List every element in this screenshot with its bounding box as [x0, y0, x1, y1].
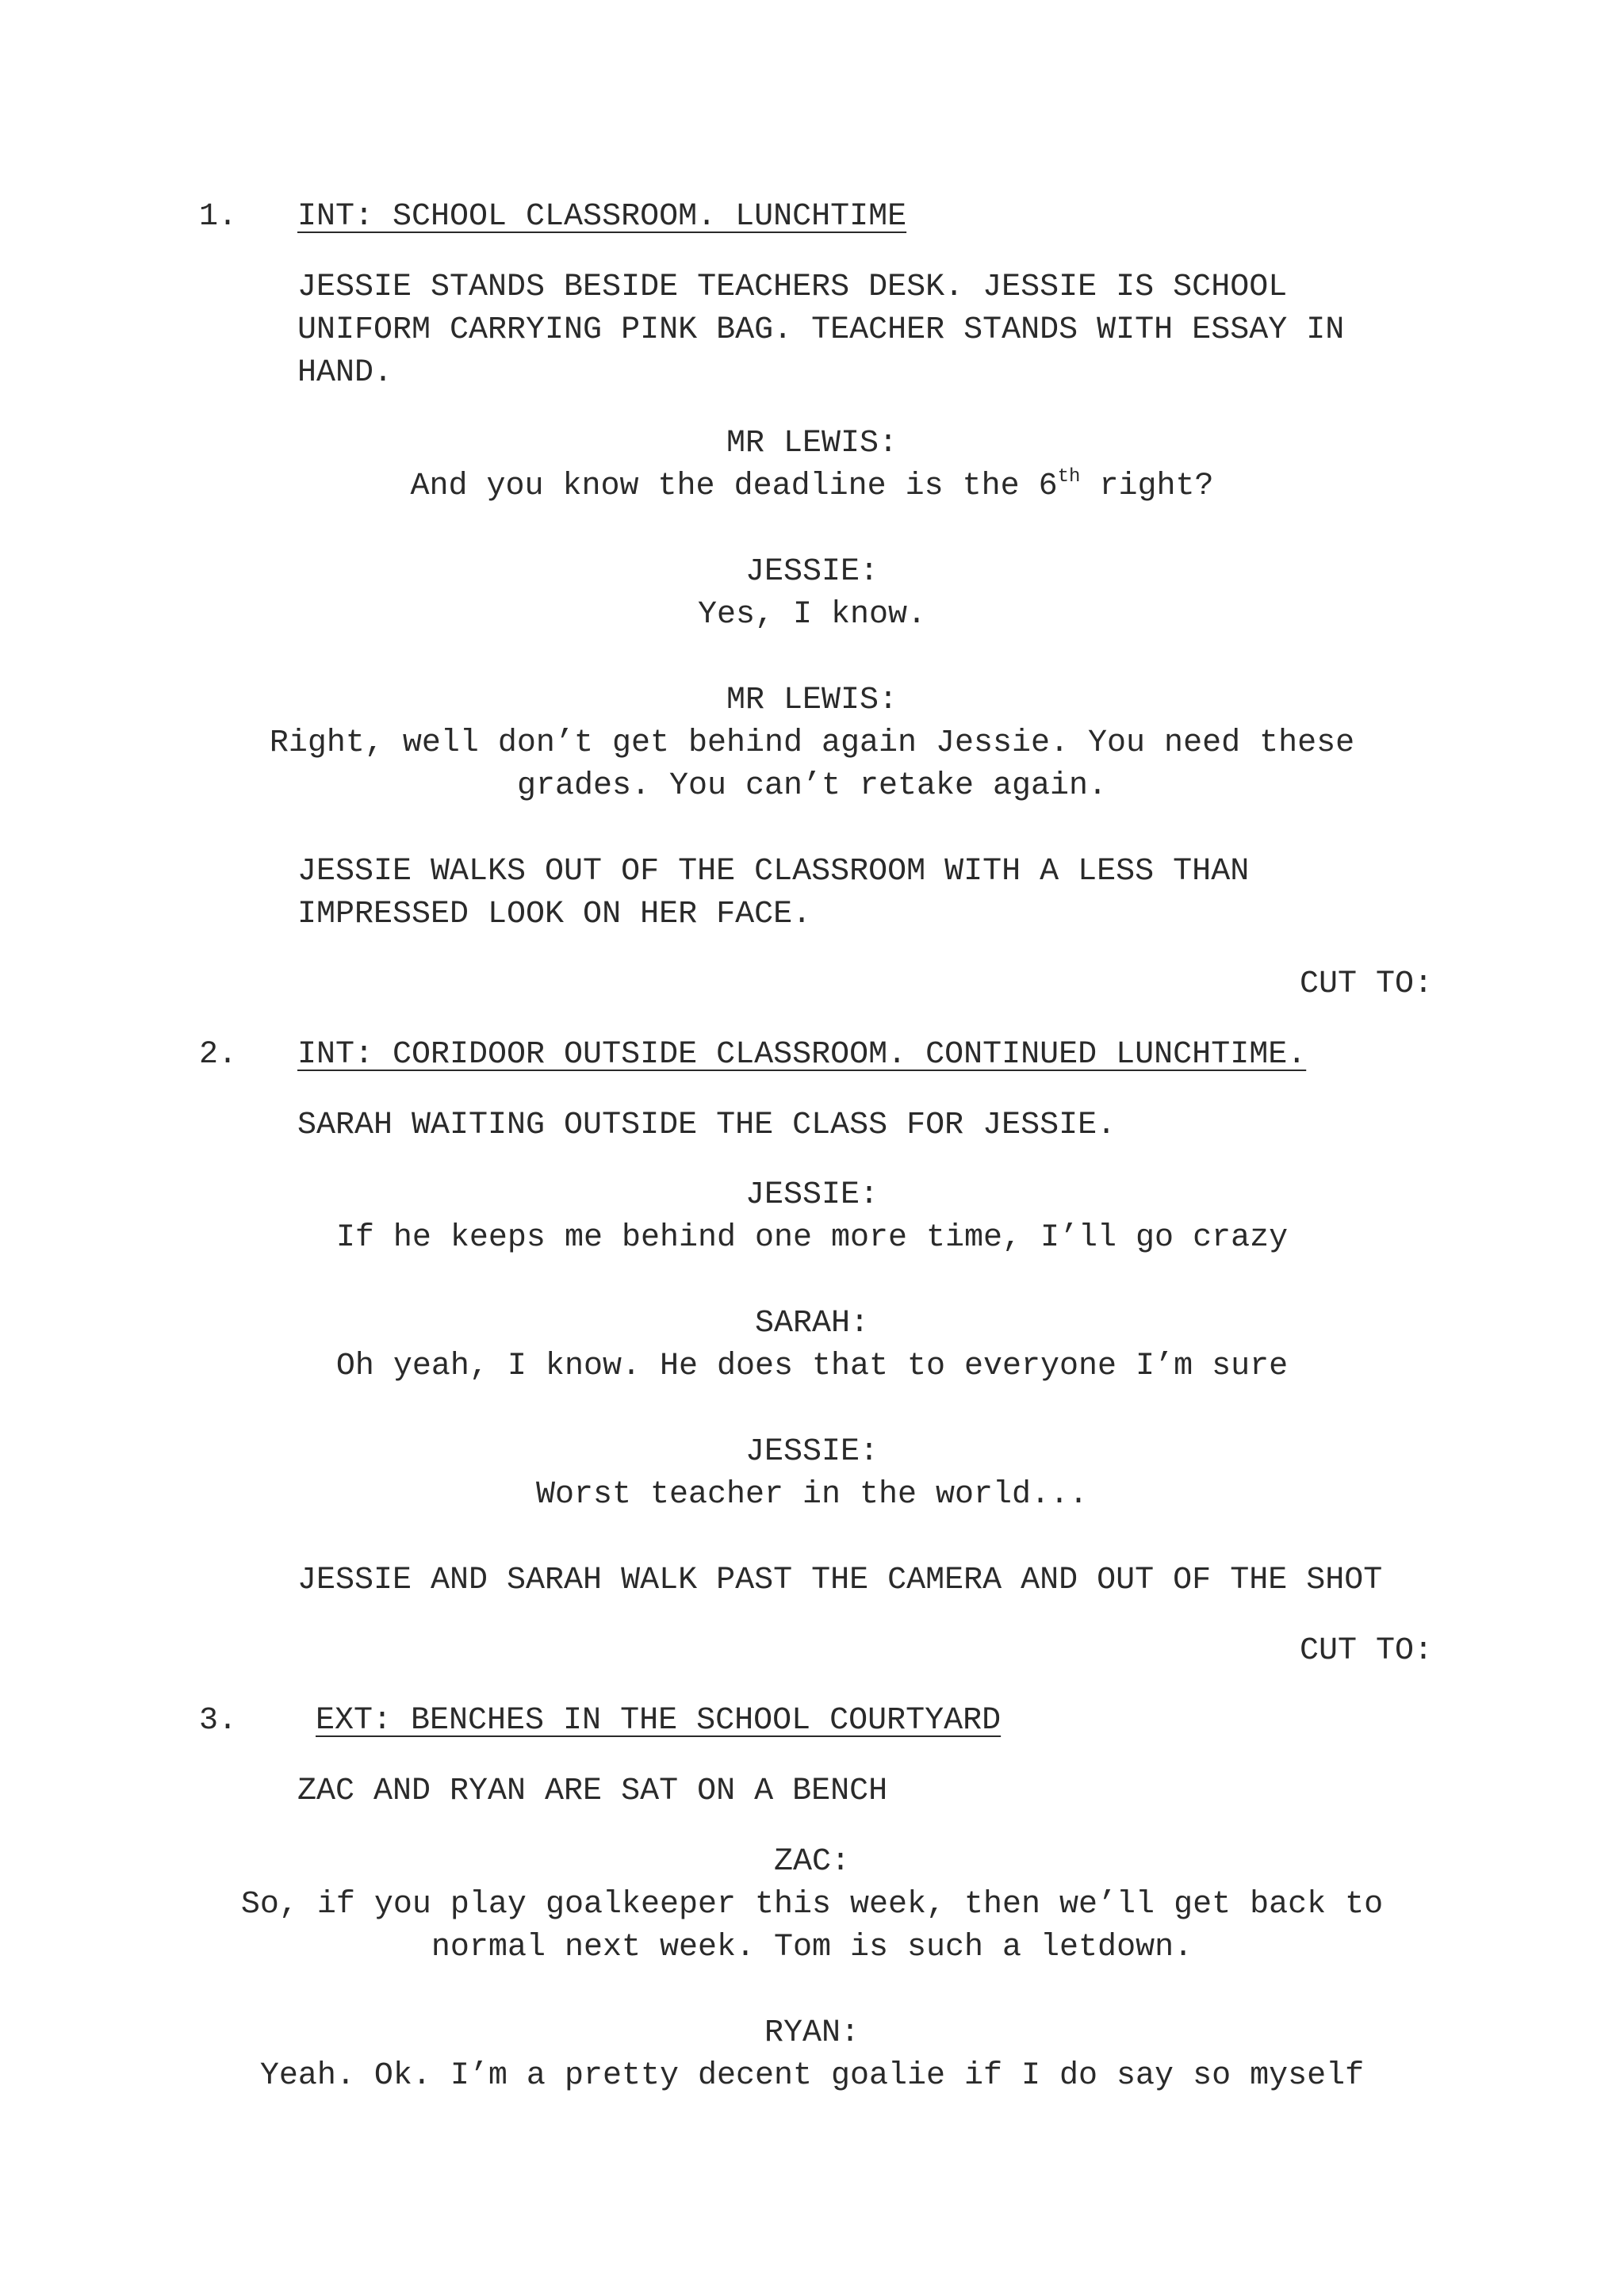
dialogue-line: If he keeps me behind one more time, I’ll go crazy: [335, 1220, 1289, 1256]
action-line: UNIFORM CARRYING PINK BAG. TEACHER STANDS WITH ESSAY IN: [297, 312, 1345, 348]
dialogue-line: Yes, I know.: [697, 597, 927, 633]
action-line: JESSIE AND SARAH WALK PAST THE CAMERA AND OUT OF THE SHOT: [297, 1563, 1383, 1598]
dialogue-line: grades. You can’t retake again.: [516, 768, 1108, 804]
dialogue-line: normal next week. Tom is such a letdown.: [431, 1930, 1193, 1965]
scene-heading: INT: SCHOOL CLASSROOM. LUNCHTIME: [297, 199, 907, 235]
action-line: ZAC AND RYAN ARE SAT ON A BENCH: [297, 1774, 888, 1809]
scene-number: 3.: [199, 1703, 238, 1739]
dialogue-line: So, if you play goalkeeper this week, then we’ll get back to: [240, 1887, 1384, 1923]
dialogue-line: Worst teacher in the world...: [535, 1477, 1089, 1513]
ordinal-suffix: th: [1057, 466, 1081, 488]
character-name: RYAN:: [764, 2015, 860, 2051]
scene-number: 1.: [199, 199, 238, 235]
character-name: JESSIE:: [745, 554, 879, 590]
action-line: SARAH WAITING OUTSIDE THE CLASS FOR JESSIE.: [297, 1108, 1116, 1143]
transition: CUT TO:: [1299, 1633, 1433, 1669]
scene-heading: INT: CORIDOOR OUTSIDE CLASSROOM. CONTINUED LUNCHTIME.: [297, 1037, 1307, 1073]
scene-heading: EXT: BENCHES IN THE SCHOOL COURTYARD: [316, 1703, 1002, 1739]
dialogue-line: Right, well don’t get behind again Jessie. You need these: [269, 725, 1355, 761]
character-name: MR LEWIS:: [726, 426, 898, 461]
transition: CUT TO:: [1299, 966, 1433, 1002]
dialogue-line: Yeah. Ok. I’m a pretty decent goalie if I do say so myself: [259, 2058, 1365, 2094]
character-name: MR LEWIS:: [726, 683, 898, 718]
dialogue-line: And you know the deadline is the 6th right?: [410, 466, 1214, 504]
character-name: JESSIE:: [745, 1434, 879, 1470]
dialogue-line: Oh yeah, I know. He does that to everyone I’m sure: [335, 1349, 1289, 1384]
character-name: JESSIE:: [745, 1177, 879, 1213]
action-line: JESSIE WALKS OUT OF THE CLASSROOM WITH A LESS THAN: [297, 854, 1250, 890]
action-line: IMPRESSED LOOK ON HER FACE.: [297, 897, 812, 932]
character-name: SARAH:: [754, 1306, 870, 1341]
action-line: JESSIE STANDS BESIDE TEACHERS DESK. JESSIE IS SCHOOL: [297, 270, 1288, 305]
character-name: ZAC:: [773, 1844, 850, 1880]
scene-number: 2.: [199, 1037, 238, 1073]
action-line: HAND.: [297, 355, 393, 391]
